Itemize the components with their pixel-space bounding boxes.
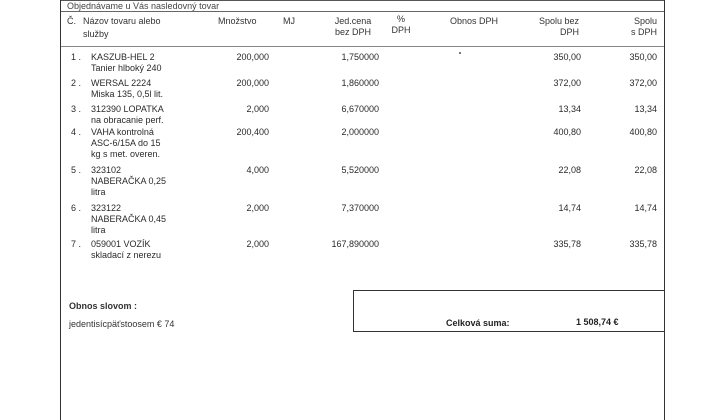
scan-speck (459, 52, 461, 54)
item-total: 335,78 (629, 239, 657, 249)
header-vat-line1: % (396, 14, 405, 24)
item-name-line2: ASC-6/15A do 15 (91, 138, 161, 148)
item-name-line1: WERSAL 2224 (91, 78, 152, 88)
item-total: 13,34 (634, 104, 657, 114)
total-box (353, 290, 665, 332)
header-name-line2: služby (83, 29, 109, 39)
header-total-novat-line2: DPH (559, 27, 579, 37)
item-unit-price: 7,370000 (341, 203, 379, 213)
item-name-line2: Tanier hlboký 240 (91, 63, 162, 73)
item-name-line1: 323122 (91, 203, 122, 213)
item-unit-price: 1,750000 (341, 52, 379, 62)
item-total-novat: 335,78 (553, 239, 581, 249)
item-unit-price: 6,670000 (341, 104, 379, 114)
item-number: 2 . (70, 78, 81, 88)
amount-in-words-value: jedentisícpäťstoosem € 74 (69, 319, 175, 329)
item-total-novat: 350,00 (553, 52, 581, 62)
item-total: 22,08 (634, 165, 657, 175)
item-name-line2: skladací z nerezu (91, 250, 162, 260)
item-quantity: 4,000 (246, 165, 269, 175)
item-number: 1 . (70, 52, 81, 62)
item-total-novat: 13,34 (558, 104, 581, 114)
item-name-line1: 312390 LOPATKA (91, 104, 164, 114)
item-name-line3: litra (91, 187, 106, 197)
header-price-line2: bez DPH (334, 27, 371, 37)
header-vat-amount: Obnos DPH (450, 16, 499, 26)
header-total-novat-line1: Spolu bez (538, 16, 579, 26)
item-total-novat: 400,80 (553, 127, 581, 137)
item-total-novat: 372,00 (553, 78, 581, 88)
item-quantity: 200,000 (236, 52, 269, 62)
item-total: 372,00 (629, 78, 657, 88)
header-total-line1: Spolu (633, 16, 657, 26)
item-unit-price: 1,860000 (341, 78, 379, 88)
item-number: 7 . (70, 239, 81, 249)
total-label: Celková suma: (446, 318, 510, 328)
item-quantity: 200,400 (236, 127, 269, 137)
item-total: 350,00 (629, 52, 657, 62)
item-total-novat: 14,74 (558, 203, 581, 213)
header-qty: Množstvo (218, 16, 257, 26)
item-unit-price: 167,890000 (331, 239, 379, 249)
item-quantity: 200,000 (236, 78, 269, 88)
intro-text: Objednávame u Vás nasledovný tovar (67, 1, 220, 11)
item-number: 4 . (70, 127, 81, 137)
item-quantity: 2,000 (246, 104, 269, 114)
item-number: 6 . (70, 203, 81, 213)
item-name-line2: Miska 135, 0,5l lit. (91, 89, 164, 99)
header-price-line1: Jed.cena (334, 16, 372, 26)
header-top-rule (61, 11, 664, 12)
header-unit: MJ (283, 16, 295, 26)
item-name-line1: 323102 (91, 165, 122, 175)
amount-in-words-label: Obnos slovom : (69, 301, 138, 311)
item-unit-price: 5,520000 (341, 165, 379, 175)
item-name-line3: kg s met. overen. (91, 149, 161, 159)
item-name-line2: na obracanie perf. (91, 115, 164, 125)
header-name-line1: Názov tovaru alebo (83, 16, 161, 26)
item-name-line1: VAHA kontrolná (91, 127, 154, 137)
item-name-line2: NABERAČKA 0,25 (91, 176, 167, 186)
order-sheet (60, 0, 665, 420)
item-quantity: 2,000 (246, 203, 269, 213)
total-value: 1 508,74 € (576, 317, 619, 327)
item-number: 3 . (70, 104, 81, 114)
item-name-line3: litra (91, 225, 106, 235)
header-vat-line2: DPH (391, 25, 411, 35)
item-name-line2: NABERAČKA 0,45 (91, 214, 167, 224)
item-name-line1: KASZUB-HEL 2 (91, 52, 155, 62)
item-total: 400,80 (629, 127, 657, 137)
item-number: 5 . (70, 165, 81, 175)
header-total-line2: s DPH (630, 27, 657, 37)
item-total: 14,74 (634, 203, 657, 213)
item-unit-price: 2,000000 (341, 127, 379, 137)
item-quantity: 2,000 (246, 239, 269, 249)
item-total-novat: 22,08 (558, 165, 581, 175)
header-bottom-rule (61, 46, 664, 47)
header-no: Č. (67, 16, 76, 26)
item-name-line1: 059001 VOZÍK (91, 239, 151, 249)
